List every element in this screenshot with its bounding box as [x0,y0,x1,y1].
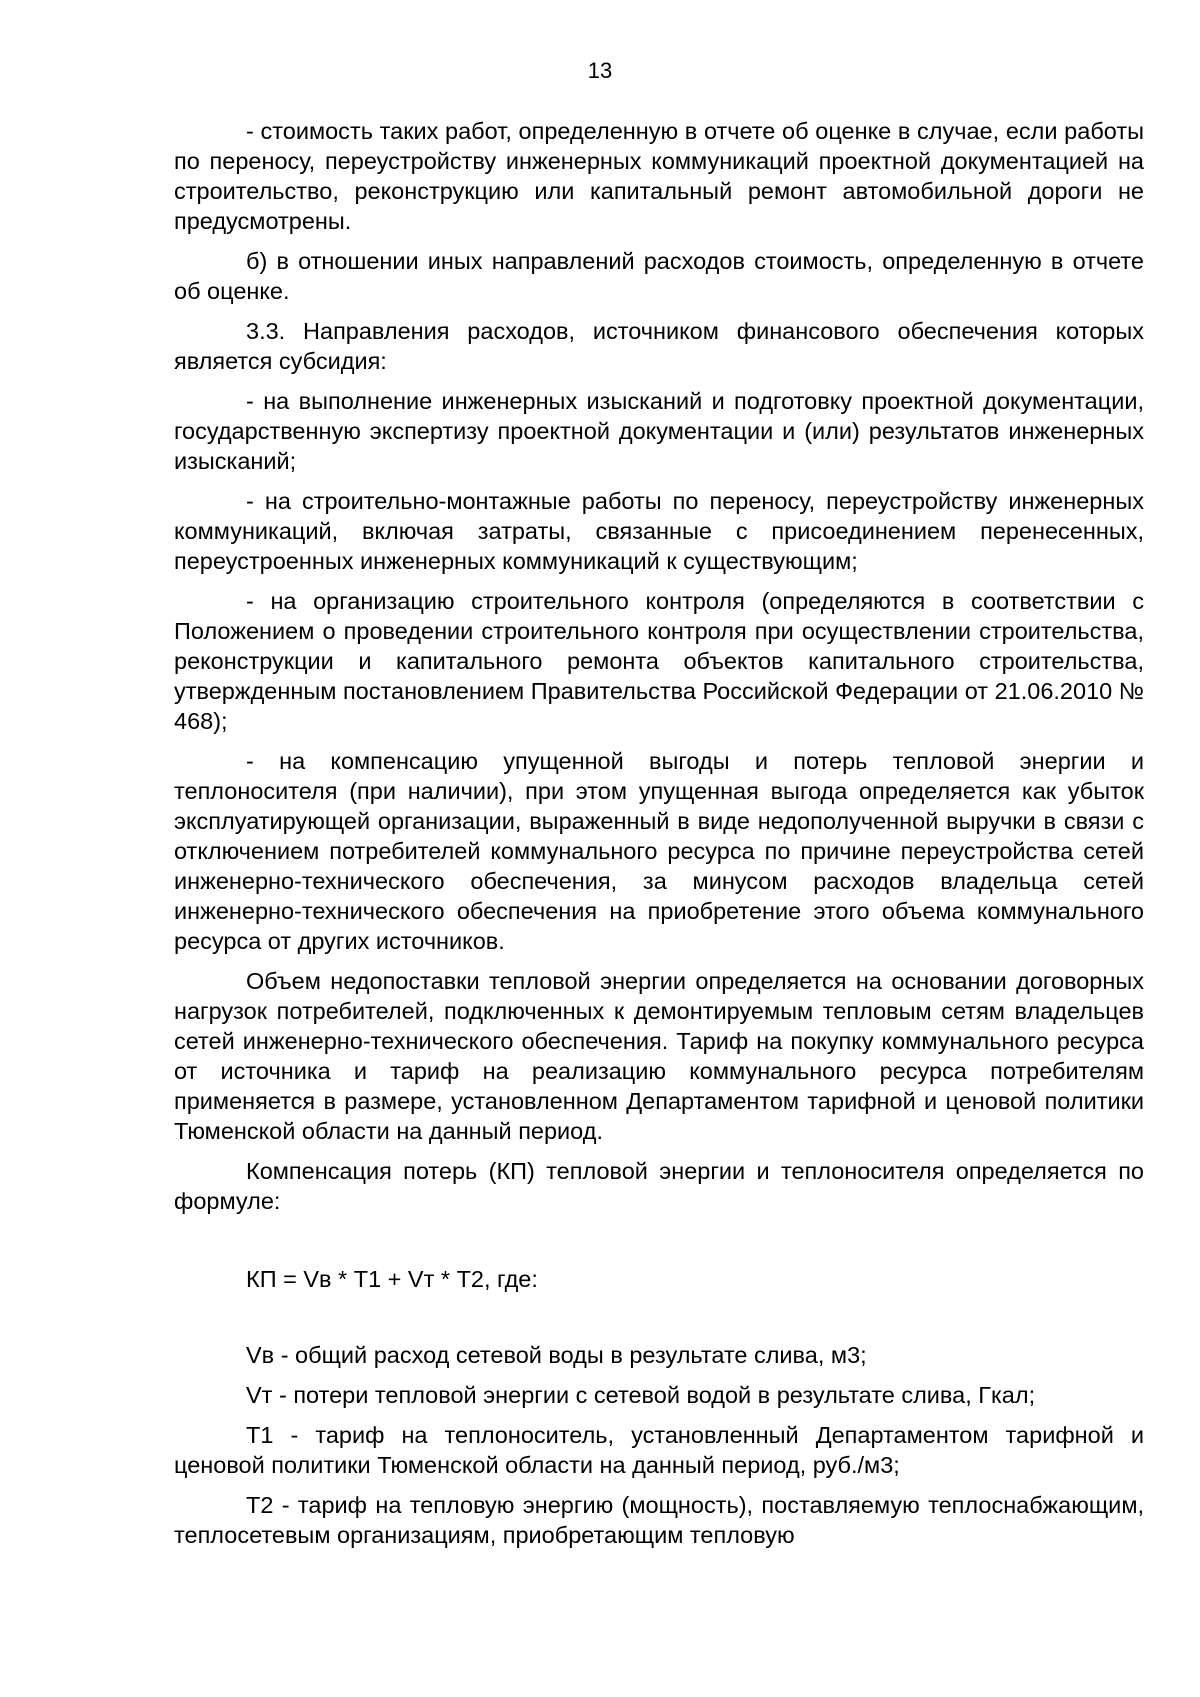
definition: Т2 - тариф на тепловую энергию (мощность), поставляемую теплоснабжающим, теплосетевым организациям, приобретающим тепловую [174,1492,1144,1548]
paragraph: - на организацию строительного контроля (определяются в соответствии с Положением о проведении строительного контроля при осуществлении строительства, реконструкции и капитального ремонта объектов капитального строительства, утвержденным постановлением Правительства Российской Федерации от 21.06.2010 № 468); [174,588,1144,734]
definition: Т1 - тариф на теплоноситель, установленный Департаментом тарифной и ценовой политики Тюменской области на данный период, руб./м3; [174,1422,1144,1478]
formula: КП = Vв * Т1 + Vт * Т2, где: [246,1266,538,1292]
paragraph: - на строительно-монтажные работы по переносу, переустройству инженерных коммуникаций, включая затраты, связанные с присоединением перенесенных, переустроенных инженерных коммуникаций к существующим; [174,488,1144,574]
paragraph: Объем недопоставки тепловой энергии определяется на основании договорных нагрузок потребителей, подключенных к демонтируемым тепловым сетям владельцев сетей инженерно-технического обеспечения. Тариф на покупку коммунального ресурса от источника и тариф на реализацию коммунального ресурса потребителям применяется в размере, установленном Департаментом тарифной и ценовой политики Тюменской области на данный период. [174,968,1144,1144]
page-number: 13 [587,58,613,83]
paragraph: - на выполнение инженерных изысканий и подготовку проектной документации, государственную экспертизу проектной документации и (или) результатов инженерных изысканий; [174,388,1144,474]
definition: Vв - общий расход сетевой воды в результате слива, м3; [246,1342,867,1368]
definition: Vт - потери тепловой энергии с сетевой водой в результате слива, Гкал; [246,1382,1036,1408]
document-body [174,116,1144,1560]
paragraph: б) в отношении иных направлений расходов стоимость, определенную в отчете об оценке. [174,248,1144,304]
paragraph: - на компенсацию упущенной выгоды и потерь тепловой энергии и теплоносителя (при наличии), при этом упущенная выгода определяется как убыток эксплуатирующей организации, выраженный в виде недополученной выручки в связи с отключением потребителей коммунального ресурса по причине переустройства сетей инженерно-технического обеспечения, за минусом расходов владельца сетей инженерно-технического обеспечения на приобретение этого объема коммунального ресурса от других источников. [174,748,1144,954]
paragraph: - стоимость таких работ, определенную в отчете об оценке в случае, если работы по переносу, переустройству инженерных коммуникаций проектной документацией на строительство, реконструкцию или капитальный ремонт автомобильной дороги не предусмотрены. [174,118,1144,234]
paragraph: 3.3. Направления расходов, источником финансового обеспечения которых является субсидия: [174,318,1144,374]
paragraph: Компенсация потерь (КП) тепловой энергии и теплоносителя определяется по формуле: [174,1158,1144,1214]
